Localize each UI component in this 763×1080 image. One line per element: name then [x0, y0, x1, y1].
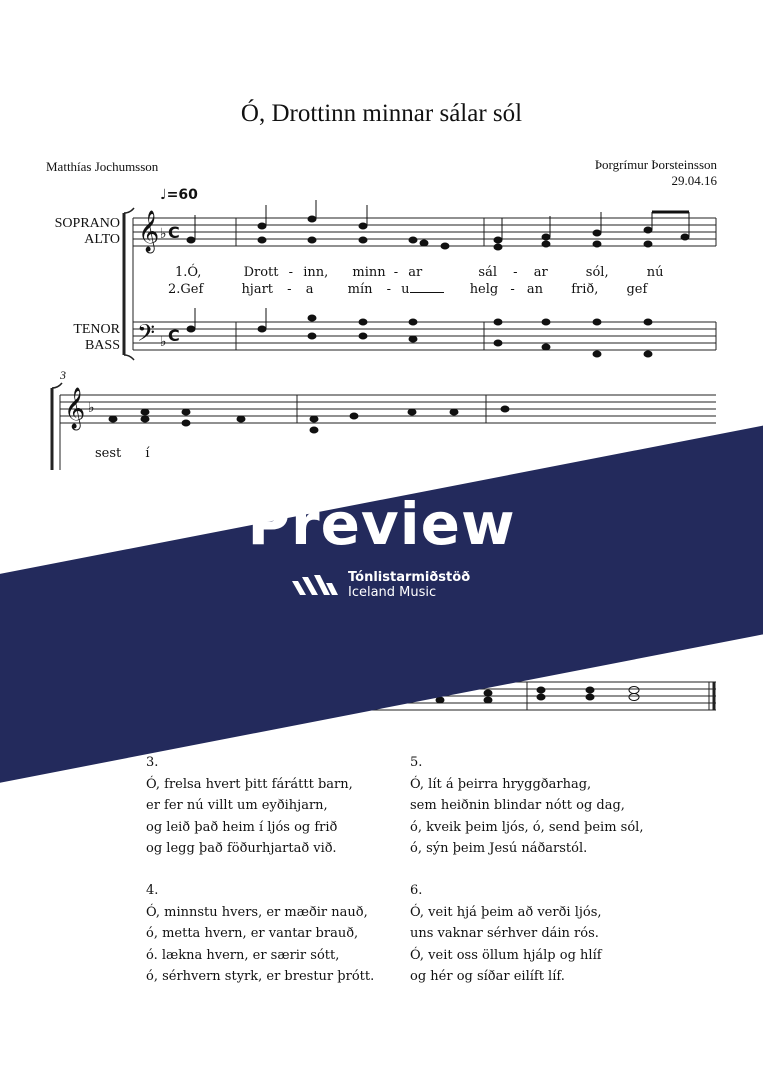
lyric-syllable: mín	[347, 282, 373, 297]
voice-label-tenor: TENOR	[73, 322, 120, 337]
verse-line: ó, metta hvern, er vantar brauð,	[146, 926, 359, 941]
lyric-syllable: a	[305, 282, 314, 297]
verse-line: Ó, minnstu hvers, er mæðir nauð,	[146, 904, 368, 920]
verse-line: ó, sýn þeim Jesú náðarstól.	[410, 841, 588, 856]
lyric-syllable: sál	[478, 265, 497, 280]
lyric-hyphen: -	[393, 265, 399, 280]
lyric-syllable: minn	[352, 265, 386, 280]
verse-line: ó, sérhvern styrk, er brestur þrótt.	[146, 969, 375, 984]
verse-line: er fer nú villt um eyðihjarn,	[146, 798, 328, 813]
iceland-music-logo-icon	[290, 573, 338, 597]
svg-text:♭: ♭	[160, 226, 167, 242]
brand-text	[348, 570, 470, 600]
verse-line: ó. lækna hvern, er særir sótt,	[146, 947, 340, 963]
verse-line: Ó, veit oss öllum hjálp og hlíf	[410, 947, 602, 963]
verse-line: og legg það föðurhjartað við.	[146, 841, 337, 856]
lyric-hyphen: -	[510, 282, 515, 297]
verse-line: Ó, frelsa hvert þitt fáráttt barn,	[146, 776, 353, 792]
verse-6	[410, 880, 602, 988]
voice-label-alto: ALTO	[84, 232, 120, 247]
lyric-syllable: sest	[95, 446, 122, 461]
lyric-syllable: gef	[626, 282, 648, 297]
lyric-hyphen: -	[513, 265, 518, 280]
lyric-hyphen: -	[287, 282, 292, 297]
lyric-syllable: hjart	[241, 282, 274, 297]
verse-number: 3.	[146, 755, 159, 770]
verse-line: og leið það heim í ljós og frið	[146, 819, 338, 835]
verse-line: sem heiðnin blindar nótt og dag,	[410, 798, 625, 813]
preview-label: Preview	[247, 490, 516, 558]
lyric-syllable: ar	[408, 265, 423, 280]
lyric-syllable: helg	[469, 282, 499, 297]
verse-number: 5.	[410, 755, 423, 770]
verse-line: ó, kveik þeim ljós, ó, send þeim sól,	[410, 819, 644, 835]
lyric-line-2	[168, 282, 647, 297]
treble-clef-icon: 𝄞	[64, 388, 86, 429]
melisma-line	[410, 292, 444, 293]
verse-line: Ó, lít á þeirra hryggðarhag,	[410, 776, 592, 792]
composer-name: Þorgrímur Þorsteinsson	[594, 157, 717, 172]
verse-4	[146, 880, 374, 988]
lyric-syllable: 1.Ó,	[175, 265, 202, 280]
measure-number: 3	[60, 368, 66, 382]
verse-number: 4.	[146, 883, 159, 898]
lyric-syllable: ar	[533, 265, 548, 280]
notes-system2-treble	[109, 406, 509, 433]
brand-name-is: Tónlistarmiðstöð	[348, 570, 471, 585]
verse-number: 6.	[410, 883, 423, 898]
verse-5	[410, 752, 643, 860]
poet-name: Matthías Jochumsson	[46, 159, 159, 174]
verse-line: uns vaknar sérhver dáin rós.	[410, 926, 599, 941]
verse-3	[146, 752, 353, 860]
lyric-syllable: u	[401, 282, 410, 297]
lyric-hyphen: -	[386, 282, 392, 297]
bass-clef-icon: 𝄢	[137, 319, 156, 352]
svg-text:C: C	[168, 223, 180, 242]
lyric-syllable: frið,	[571, 282, 599, 297]
svg-text:C: C	[168, 326, 180, 345]
lyric-syllable: Drott	[243, 265, 279, 280]
lyric-line-system2	[95, 446, 150, 461]
verse-line: Ó, veit hjá þeim að verði ljós,	[410, 904, 602, 920]
lyric-syllable: 2.Gef	[168, 282, 204, 297]
composition-date: 29.04.16	[671, 173, 717, 188]
lyric-syllable: í	[145, 446, 150, 461]
staff-system2-treble	[60, 395, 716, 423]
lyric-hyphen: -	[288, 265, 294, 280]
tempo-value: =60	[166, 187, 198, 203]
lyric-syllable: nú	[646, 265, 664, 280]
lyric-syllable: sól,	[585, 265, 609, 280]
voice-label-soprano: SOPRANO	[54, 216, 120, 231]
lyric-syllable: inn,	[303, 265, 329, 280]
score-title: Ó, Drottinn minnar sálar sól	[240, 100, 523, 127]
lyric-syllable: an	[526, 282, 544, 297]
voice-label-bass: BASS	[84, 338, 120, 353]
brand-name-en: Iceland Music	[348, 585, 437, 600]
lyric-line-1	[175, 265, 663, 280]
svg-text:♭: ♭	[88, 400, 95, 416]
staff-system1-bass	[133, 322, 716, 350]
svg-text:♭: ♭	[160, 334, 167, 350]
brand-logo	[290, 570, 470, 600]
quarter-note-icon: ♩	[160, 187, 167, 203]
treble-clef-icon: 𝄞	[138, 211, 160, 252]
verse-line: og hér og síðar eilíft líf.	[410, 969, 565, 984]
